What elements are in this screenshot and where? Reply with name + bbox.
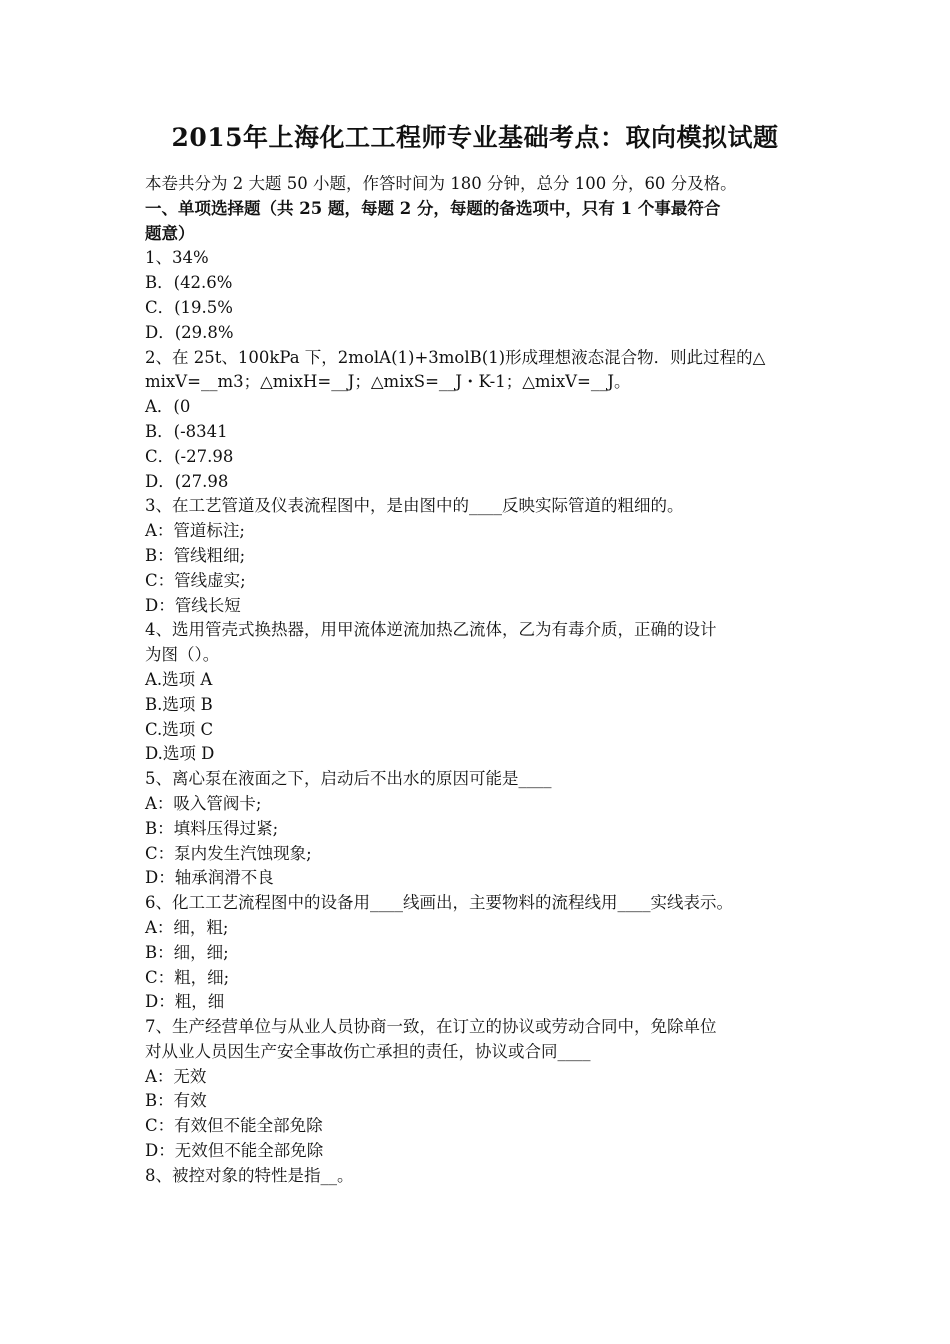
- question-stem: 7、生产经营单位与从业人员协商一致，在订立的协议或劳动合同中，免除单位: [145, 1017, 717, 1037]
- answer-option: A：细，粗;: [145, 917, 229, 937]
- answer-option: D：粗，细: [145, 992, 225, 1012]
- answer-option: C．(-27.98: [145, 446, 234, 466]
- question-stem: 8、被控对象的特性是指__。: [145, 1165, 354, 1185]
- answer-option: D．(27.98: [145, 471, 229, 491]
- question-item: [145, 618, 809, 767]
- question-item: [145, 1015, 809, 1164]
- answer-option: B．(-8341: [145, 421, 228, 441]
- answer-option: C：有效但不能全部免除: [145, 1116, 323, 1136]
- section-heading-line-1: 一、单项选择题（共 25 题，每题 2 分，每题的备选项中，只有 1 个事最符合: [145, 198, 721, 218]
- answer-option: C：粗，细;: [145, 967, 230, 987]
- answer-option: D：管线长短: [145, 595, 241, 615]
- question-item: [145, 346, 809, 495]
- answer-option: A：管道标注;: [145, 521, 245, 541]
- question-stem: 4、选用管壳式换热器，用甲流体逆流加热乙流体，乙为有毒介质，正确的设计: [145, 620, 717, 640]
- question-stem: 2、在 25t、100kPa 下，2molA(1)+3molB(1)形成理想液态混合物．则此过程的△: [145, 347, 766, 367]
- answer-option: C：泵内发生汽蚀现象;: [145, 843, 312, 863]
- question-stem: 3、在工艺管道及仪表流程图中，是由图中的____反映实际管道的粗细的。: [145, 496, 684, 516]
- question-list: [145, 246, 809, 1188]
- answer-option: D：无效但不能全部免除: [145, 1141, 324, 1161]
- answer-option: A：无效: [145, 1066, 207, 1086]
- answer-option: D：轴承润滑不良: [145, 868, 274, 888]
- question-stem: 为图（）。: [145, 645, 220, 665]
- question-stem: 对从业人员因生产安全事故伤亡承担的责任，协议或合同____: [145, 1041, 591, 1061]
- answer-option: D．(29.8%: [145, 322, 234, 342]
- answer-option: C.选项 C: [145, 719, 214, 739]
- section-heading-line-2: 题意）: [145, 223, 195, 243]
- question-item: [145, 1164, 809, 1189]
- answer-option: A：吸入管阀卡;: [145, 793, 262, 813]
- answer-option: B：细，细;: [145, 942, 229, 962]
- document-body: [145, 172, 809, 1189]
- answer-option: D.选项 D: [145, 744, 215, 764]
- question-item: [145, 767, 809, 891]
- question-item: [145, 246, 809, 345]
- answer-option: B．(42.6%: [145, 273, 233, 293]
- question-stem: 5、离心泵在液面之下，启动后不出水的原因可能是____: [145, 769, 552, 789]
- question-stem: mixV=__m3；△mixH=__J；△mixS=__J・K-1；△mixV=__J。: [145, 372, 631, 392]
- exam-intro: 本卷共分为 2 大题 50 小题，作答时间为 180 分钟，总分 100 分，60 分及格。: [145, 174, 737, 193]
- answer-option: B：有效: [145, 1091, 207, 1111]
- answer-option: C：管线虚实;: [145, 570, 246, 590]
- question-item: [145, 494, 809, 618]
- answer-option: A.选项 A: [145, 669, 213, 689]
- answer-option: B：管线粗细;: [145, 545, 246, 565]
- answer-option: B.选项 B: [145, 694, 213, 714]
- answer-option: B：填料压得过紧;: [145, 818, 279, 838]
- document-title: 2015年上海化工工程师专业基础考点：取向模拟试题: [171, 123, 779, 152]
- answer-option: A．(0: [145, 397, 191, 417]
- answer-option: C．(19.5%: [145, 297, 233, 317]
- question-item: [145, 891, 809, 1015]
- question-stem: 1、34%: [145, 248, 209, 268]
- question-stem: 6、化工工艺流程图中的设备用____线画出，主要物料的流程线用____实线表示。: [145, 893, 733, 913]
